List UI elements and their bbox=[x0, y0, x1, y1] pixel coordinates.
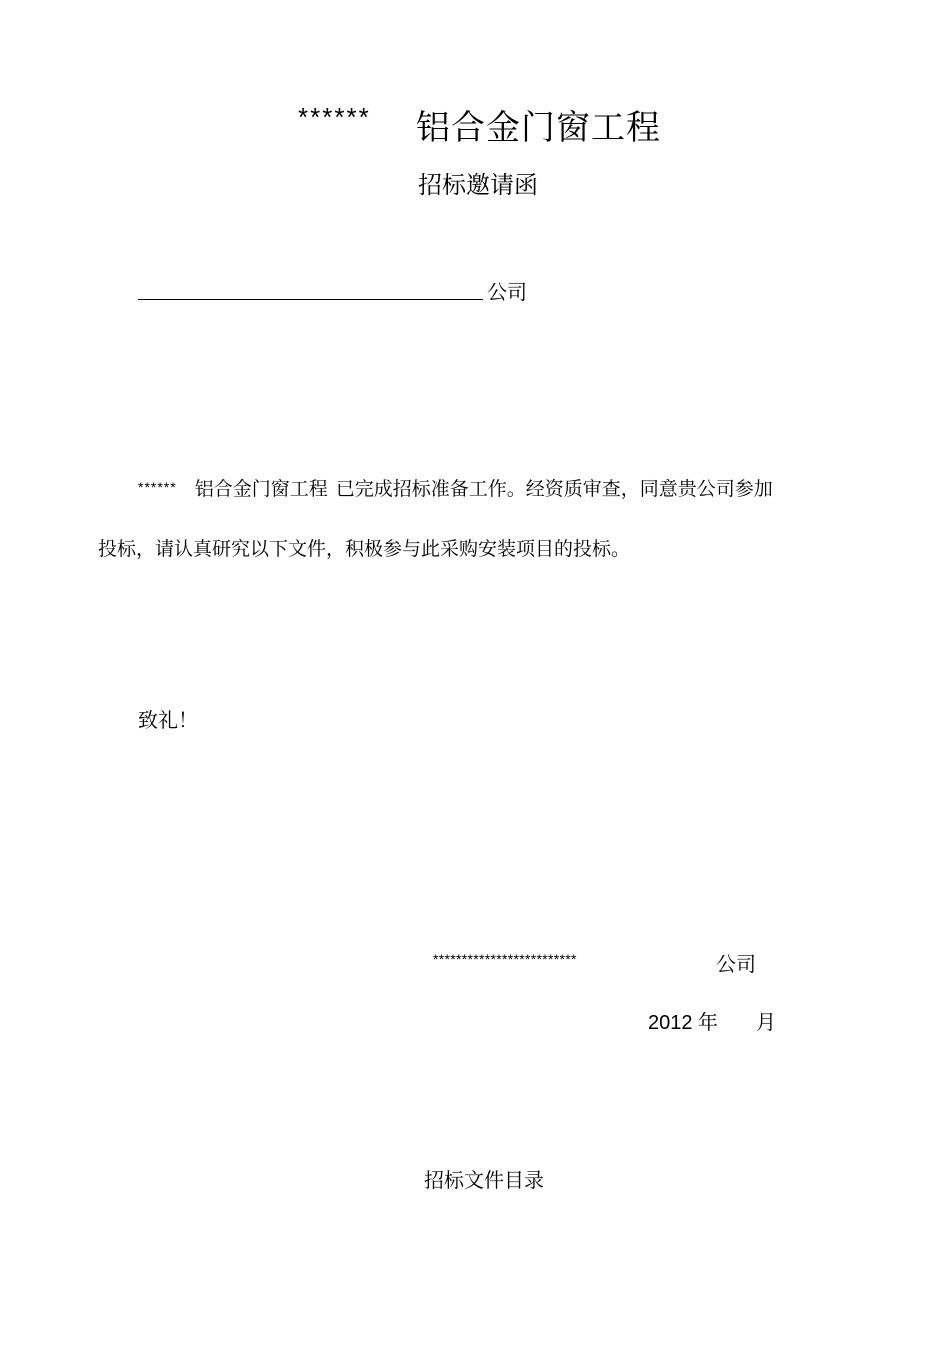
signature-date-year: 2012 年 bbox=[648, 1012, 719, 1034]
closing-salutation: 致礼！ bbox=[138, 708, 198, 732]
addressee-blank-line bbox=[138, 299, 483, 300]
body-project-name: 铝合金门窗工程 bbox=[194, 478, 328, 500]
body-line-1-text: 已完成招标准备工作。经资质审查，同意贵公司参加 bbox=[335, 478, 773, 500]
body-paragraph-line-1 bbox=[138, 474, 773, 501]
document-title: 铝合金门窗工程 bbox=[416, 108, 661, 148]
toc-heading: 招标文件目录 bbox=[424, 1168, 544, 1192]
addressee-suffix: 公司 bbox=[487, 280, 527, 304]
signature-company-stars: ************************* bbox=[433, 951, 577, 967]
document-subtitle: 招标邀请函 bbox=[418, 171, 538, 199]
body-paragraph-line-2: 投标，请认真研究以下文件，积极参与此采购安装项目的投标。 bbox=[98, 538, 631, 560]
body-project-stars: ****** bbox=[138, 479, 177, 495]
signature-date-month: 月 bbox=[756, 1010, 776, 1034]
signature-company-suffix: 公司 bbox=[716, 952, 756, 976]
title-stars: ****** bbox=[298, 102, 371, 132]
